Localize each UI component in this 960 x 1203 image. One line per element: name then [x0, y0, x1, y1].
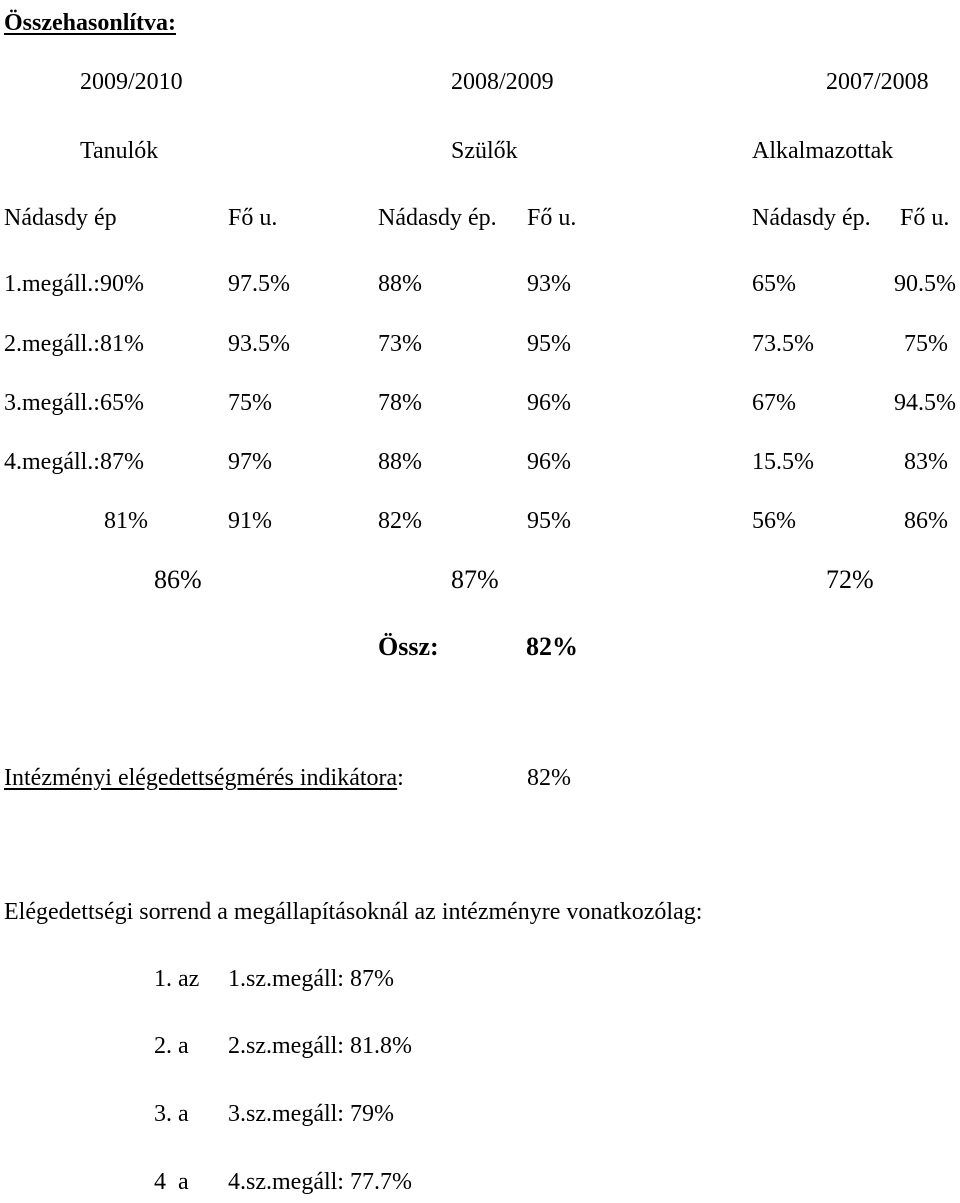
group-alkalmazottak: Alkalmazottak [752, 138, 894, 164]
row-4-value: 83% [904, 449, 948, 475]
group-total-tanulok: 86% [154, 565, 202, 594]
subheader-nadasdy-1: Nádasdy ép [4, 205, 117, 231]
row-1-value: 88% [378, 271, 422, 297]
indicator-colon: : [397, 765, 404, 791]
indicator-line [4, 764, 404, 792]
ranking-title: Elégedettségi sorrend a megállapításoknál az intézményre vonatkozólag: [4, 899, 703, 925]
row-4-value: 88% [378, 449, 422, 475]
group-total-alkalmazottak: 72% [826, 565, 874, 594]
row-2-value: 73.5% [752, 331, 814, 357]
row-4-value: 97% [228, 449, 272, 475]
average-value: 81% [104, 508, 148, 534]
overall-label: Össz: [378, 632, 439, 661]
subheader-nadasdy-2: Nádasdy ép. [378, 205, 497, 231]
average-value: 95% [527, 508, 571, 534]
ranking-text: 1.sz.megáll: 87% [228, 966, 394, 992]
ranking-text: 2.sz.megáll: 81.8% [228, 1033, 412, 1059]
row-3-value: 96% [527, 390, 571, 416]
row-4-value: 15.5% [752, 449, 814, 475]
group-total-szulok: 87% [451, 565, 499, 594]
year-2007-2008: 2007/2008 [826, 69, 929, 95]
subheader-fo-2: Fő u. [527, 205, 577, 231]
ranking-text: 3.sz.megáll: 79% [228, 1101, 394, 1127]
row-1-value: 90.5% [894, 271, 956, 297]
subheader-nadasdy-3: Nádasdy ép. [752, 205, 871, 231]
ranking-text: 4.sz.megáll: 77.7% [228, 1169, 412, 1195]
row-3-value: 78% [378, 390, 422, 416]
row-1-label: 1.megáll.:90% [4, 271, 144, 297]
year-2009-2010: 2009/2010 [80, 69, 183, 95]
row-3-value: 67% [752, 390, 796, 416]
average-value: 86% [904, 508, 948, 534]
row-1-value: 65% [752, 271, 796, 297]
subheader-fo-1: Fő u. [228, 205, 278, 231]
average-value: 82% [378, 508, 422, 534]
group-tanulok: Tanulók [80, 138, 159, 164]
row-2-value: 73% [378, 331, 422, 357]
year-2008-2009: 2008/2009 [451, 69, 554, 95]
row-1-value: 97.5% [228, 271, 290, 297]
row-4-value: 96% [527, 449, 571, 475]
average-value: 56% [752, 508, 796, 534]
page-title: Összehasonlítva: [4, 10, 177, 36]
row-2-value: 95% [527, 331, 571, 357]
ranking-rank: 3. a [154, 1101, 189, 1127]
row-3-value: 94.5% [894, 390, 956, 416]
indicator-value: 82% [527, 765, 571, 791]
row-3-label: 3.megáll.:65% [4, 390, 144, 416]
row-1-value: 93% [527, 271, 571, 297]
ranking-rank: 2. a [154, 1033, 189, 1059]
ranking-rank: 1. az [154, 966, 200, 992]
indicator-label: Intézményi elégedettségmérés indikátora [4, 765, 398, 791]
ranking-rank: 4 a [154, 1169, 189, 1195]
row-3-value: 75% [228, 390, 272, 416]
subheader-fo-3: Fő u. [900, 205, 950, 231]
row-2-value: 93.5% [228, 331, 290, 357]
group-szulok: Szülők [451, 138, 518, 164]
row-2-label: 2.megáll.:81% [4, 331, 144, 357]
row-2-value: 75% [904, 331, 948, 357]
row-4-label: 4.megáll.:87% [4, 449, 144, 475]
overall-value: 82% [526, 632, 578, 661]
average-value: 91% [228, 508, 272, 534]
